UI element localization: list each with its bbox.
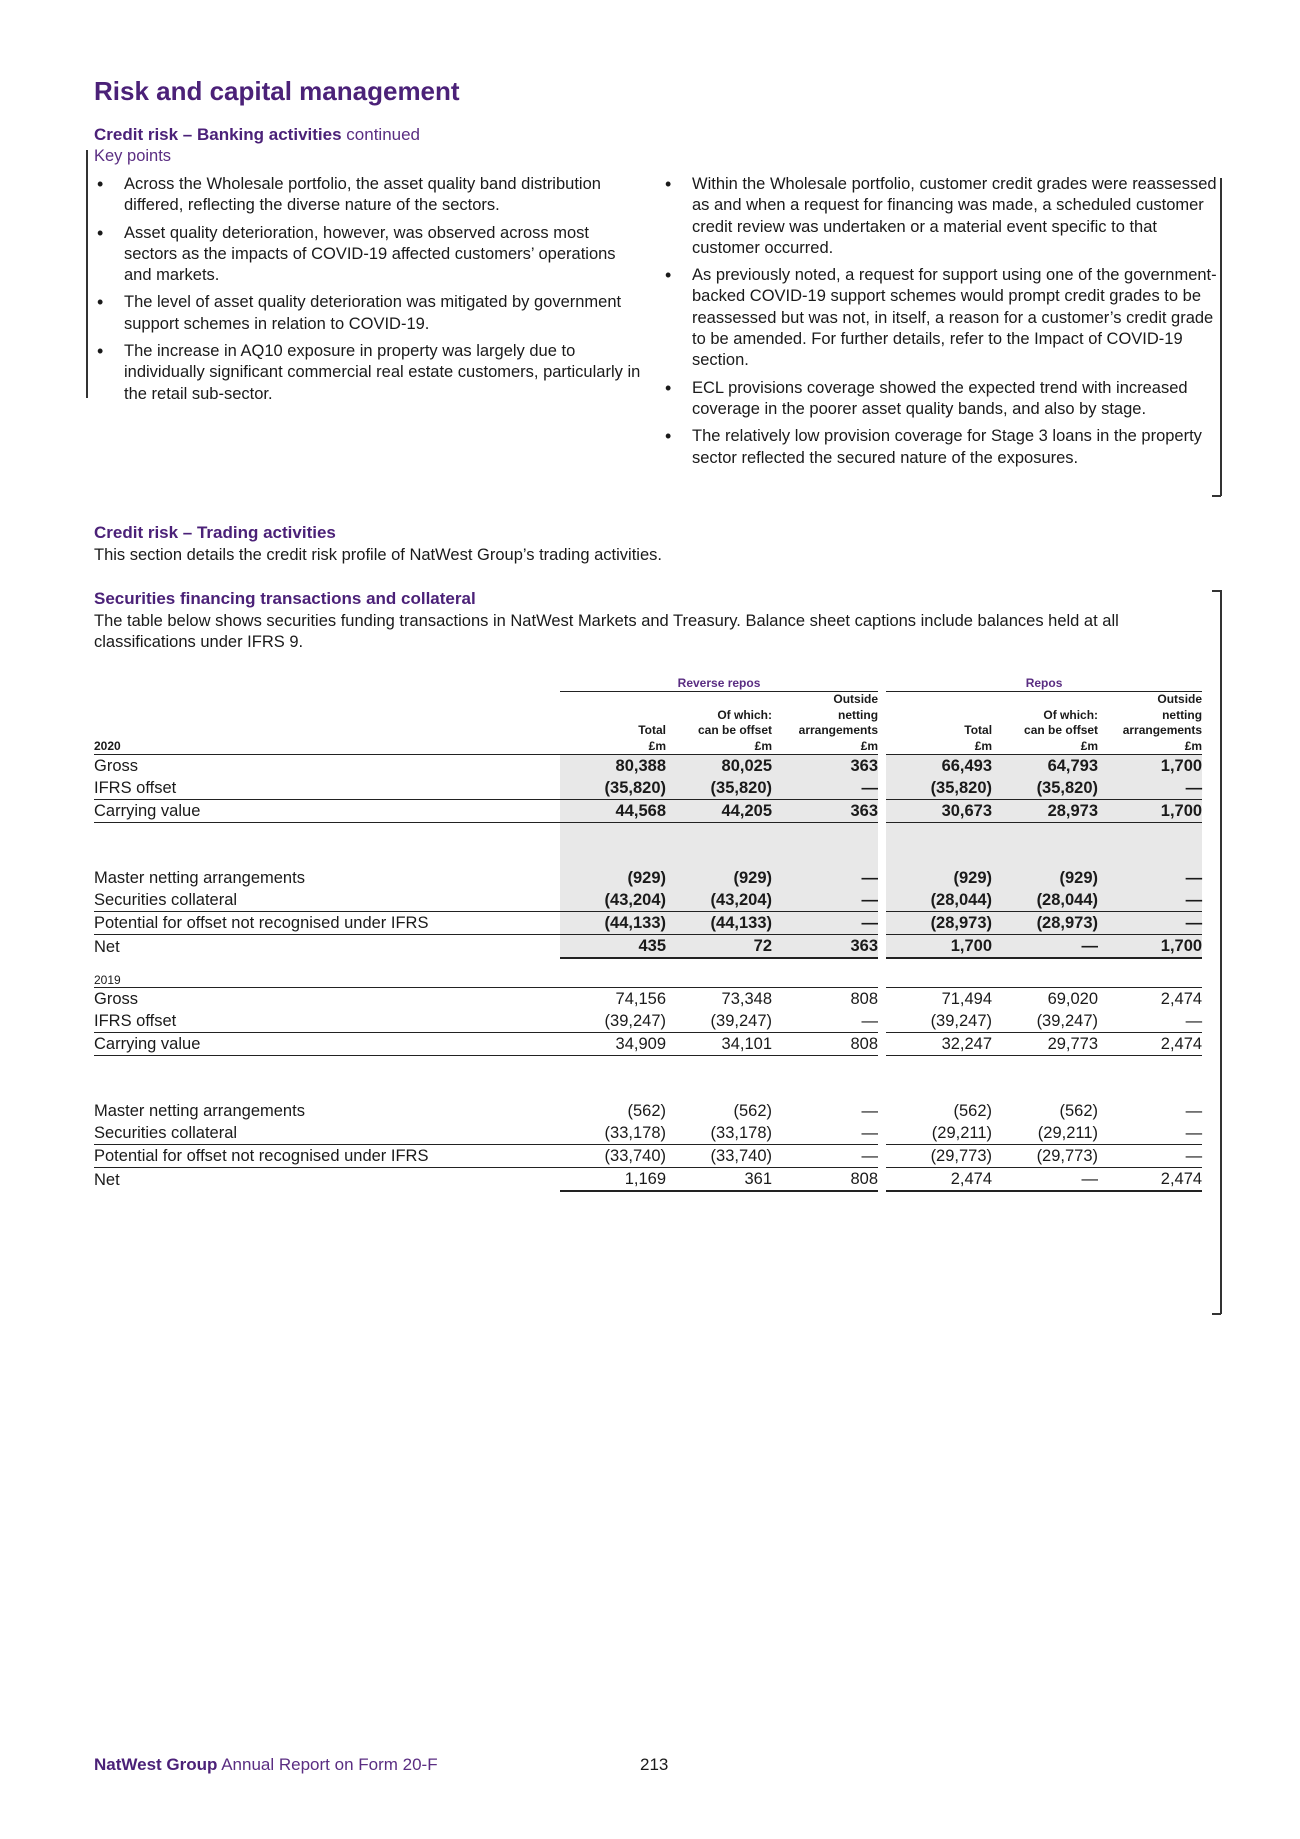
change-bar-left [86,150,88,398]
cell-value: (39,247) [560,1010,666,1033]
trading-heading: Credit risk – Trading activities [94,523,336,542]
cell-value: (929) [560,867,666,889]
cell-value: (29,211) [886,1122,992,1145]
list-item: • ECL provisions coverage showed the expected trend with increased coverage in the poorer asset quality bands, and also by stage. [665,377,1188,418]
cell-value: (33,740) [560,1145,666,1168]
row-label: Master netting arrangements [94,869,305,887]
cell-value: — [772,867,878,889]
cell-value: 44,205 [666,800,772,823]
cell-value: 1,700 [886,935,992,959]
list-item: • The increase in AQ10 exposure in property was largely due to individually significant commercial real estate customers, particularly in the retail sub-sector. [97,341,641,403]
cell-value: 435 [560,935,666,959]
cell-value: 2,474 [886,1168,992,1192]
cell-value: 2,474 [1098,1033,1202,1056]
cell-value: (28,044) [886,889,992,912]
continued-label: continued [346,125,421,144]
row-label: Net [94,937,120,956]
table-row [94,1168,1202,1192]
sft-table [94,675,1202,1192]
cell-value: — [1098,912,1202,935]
cell-value: 72 [666,935,772,959]
table-row [94,912,1202,935]
table-row [94,1010,1202,1033]
col-total: Total £m [886,692,992,755]
table-row [94,935,1202,959]
change-bar-table-foot [1212,1313,1221,1315]
cell-value: 1,700 [1098,800,1202,823]
spacer-row [94,823,1202,868]
table-row [94,1033,1202,1056]
list-item: • Asset quality deterioration, however, was observed across most sectors as the impacts of COVID-19 affected customers’ operations and markets. [97,222,616,285]
table-row [94,1100,1202,1122]
cell-value: (44,133) [666,912,772,935]
cell-value: — [992,1168,1098,1192]
cell-value: 363 [772,935,878,959]
list-item: • Within the Wholesale portfolio, customer credit grades were reassessed as and when a request for financing was made, a scheduled customer credit review was undertaken or a material event specific to that customer occurred. [665,174,1217,257]
row-label: IFRS offset [94,777,560,800]
cell-value: 808 [850,990,879,1008]
row-label: Securities collateral [94,1122,560,1145]
year-2019-row [94,958,1202,988]
cell-value: (562) [953,1102,993,1120]
cell-value: — [772,1122,878,1145]
cell-value: (39,247) [886,1010,992,1033]
cell-value: 64,793 [992,755,1098,778]
list-item: • The relatively low provision coverage for Stage 3 loans in the property sector reflected the secured nature of the exposures. [665,426,1202,467]
row-label: Carrying value [94,1033,560,1056]
cell-value: — [772,1145,878,1168]
table-row [94,800,1202,823]
banking-heading-text: Credit risk – Banking activities [94,125,342,144]
list-item: • The level of asset quality deterioration was mitigated by government support schemes in relation to COVID-19. [97,292,622,333]
cell-value: 80,025 [666,755,772,778]
cell-value: (28,044) [992,889,1098,912]
cell-value: (562) [627,1102,666,1120]
cell-value: (29,773) [886,1145,992,1168]
list-item: • Across the Wholesale portfolio, the asset quality band distribution differed, reflecting the diverse nature of the sectors. [97,174,601,215]
cell-value: — [1098,1122,1202,1145]
cell-value: (33,178) [666,1122,772,1145]
cell-value: (562) [733,1102,772,1120]
cell-value: 29,773 [992,1033,1098,1056]
year-2019-label: 2019 [94,958,560,988]
cell-value: (562) [1059,1102,1099,1120]
cell-value: 66,493 [886,755,992,778]
cell-value: (28,973) [886,912,992,935]
cell-value: (29,773) [992,1145,1098,1168]
group-reverse-repos: Reverse repos [560,675,878,692]
cell-value: (35,820) [886,777,992,800]
cell-value: — [1098,867,1202,889]
cell-value: 363 [772,755,878,778]
cell-value: 74,156 [615,990,666,1008]
sft-text: The table below shows securities funding transactions in NatWest Markets and Treasury. Balance sheet captions include balances held at all classifications under IFRS 9. [94,612,1119,651]
cell-value: — [1185,1102,1203,1120]
footer-title: Annual Report on Form 20-F [221,1755,438,1774]
col-total: Total £m [560,692,666,755]
col-offset: Of which: can be offset £m [666,692,772,755]
cell-value: (33,178) [560,1122,666,1145]
row-label: IFRS offset [94,1010,560,1033]
cell-value: (44,133) [560,912,666,935]
cell-value: (43,204) [560,889,666,912]
cell-value: — [1098,1145,1202,1168]
table-row [94,867,1202,889]
cell-value: (929) [886,867,992,889]
table-row [94,1122,1202,1145]
cell-value: 32,247 [886,1033,992,1056]
cell-value: (28,973) [992,912,1098,935]
cell-value: 1,169 [560,1168,666,1192]
group-header-row [94,675,1202,692]
col-outside: Outside netting arrangements £m [1098,692,1202,755]
cell-value: 808 [772,1168,878,1192]
cell-value: — [772,912,878,935]
row-label: Gross [94,990,139,1008]
page-title: Risk and capital management [94,76,460,106]
cell-value: 2,474 [1160,990,1203,1008]
list-item: • As previously noted, a request for support using one of the government-backed COVID-19 support schemes would prompt credit grades to be reassessed but was not, in itself, a reason for a customer’s credit grade to be amended. For further details, refer to the Impact of COVID-19 section. [665,265,1217,370]
cell-value: — [772,1010,878,1033]
row-label: Master netting arrangements [94,1102,305,1120]
cell-value: (929) [666,867,772,889]
cell-value: 363 [772,800,878,823]
banking-heading [94,125,420,145]
year-2020-label: 2020 [94,692,560,755]
col-offset: Of which: can be offset £m [992,692,1098,755]
row-label: Potential for offset not recognised under IFRS [94,912,560,935]
cell-value: — [1098,777,1202,800]
cell-value: 30,673 [886,800,992,823]
footer-brand: NatWest Group [94,1755,218,1774]
cell-value: (35,820) [992,777,1098,800]
cell-value: (33,740) [666,1145,772,1168]
cell-value: (39,247) [666,1010,772,1033]
cell-value: (929) [992,867,1098,889]
group-repos: Repos [886,675,1202,692]
cell-value: 361 [666,1168,772,1192]
row-label: Carrying value [94,800,560,823]
change-bar-table [1220,590,1222,1314]
table-row [94,988,1202,1011]
table-row [94,777,1202,800]
cell-value: — [772,777,878,800]
cell-value: — [1098,1010,1202,1033]
cell-value: 28,973 [992,800,1098,823]
table-row [94,755,1202,778]
cell-value: 73,348 [721,990,772,1008]
cell-value: 1,700 [1098,935,1202,959]
col-outside: Outside netting arrangements £m [772,692,878,755]
cell-value: (39,247) [992,1010,1098,1033]
cell-value: (35,820) [560,777,666,800]
cell-value: — [861,1102,879,1120]
column-header-row [94,692,1202,755]
cell-value: 34,909 [560,1033,666,1056]
cell-value: — [1098,889,1202,912]
cell-value: 808 [772,1033,878,1056]
cell-value: 44,568 [560,800,666,823]
table-row [94,889,1202,912]
cell-value: 71,494 [941,990,993,1008]
trading-text: This section details the credit risk profile of NatWest Group’s trading activities. [94,546,662,564]
cell-value: 34,101 [666,1033,772,1056]
cell-value: 69,020 [1047,990,1099,1008]
change-bar-table-head [1212,590,1221,592]
row-label: Gross [94,757,139,775]
row-label: Net [94,1170,120,1189]
key-points-heading: Key points [94,147,172,165]
cell-value: (35,820) [666,777,772,800]
page-number: 213 [640,1755,669,1774]
cell-value: 1,700 [1098,755,1202,778]
key-points-left [94,174,646,411]
cell-value: 2,474 [1098,1168,1202,1192]
cell-value: 80,388 [560,755,666,778]
cell-value: (29,211) [992,1122,1098,1145]
sft-heading: Securities financing transactions and collateral [94,589,476,608]
spacer-row [94,1056,1202,1101]
change-bar-right [1220,178,1222,496]
cell-value: — [992,935,1098,959]
key-points-right [662,174,1220,475]
cell-value: — [772,889,878,912]
table-row [94,1145,1202,1168]
footer [94,1755,438,1775]
cell-value: (43,204) [666,889,772,912]
change-bar-right-foot [1212,495,1221,497]
row-label: Securities collateral [94,889,560,912]
row-label: Potential for offset not recognised under IFRS [94,1145,560,1168]
